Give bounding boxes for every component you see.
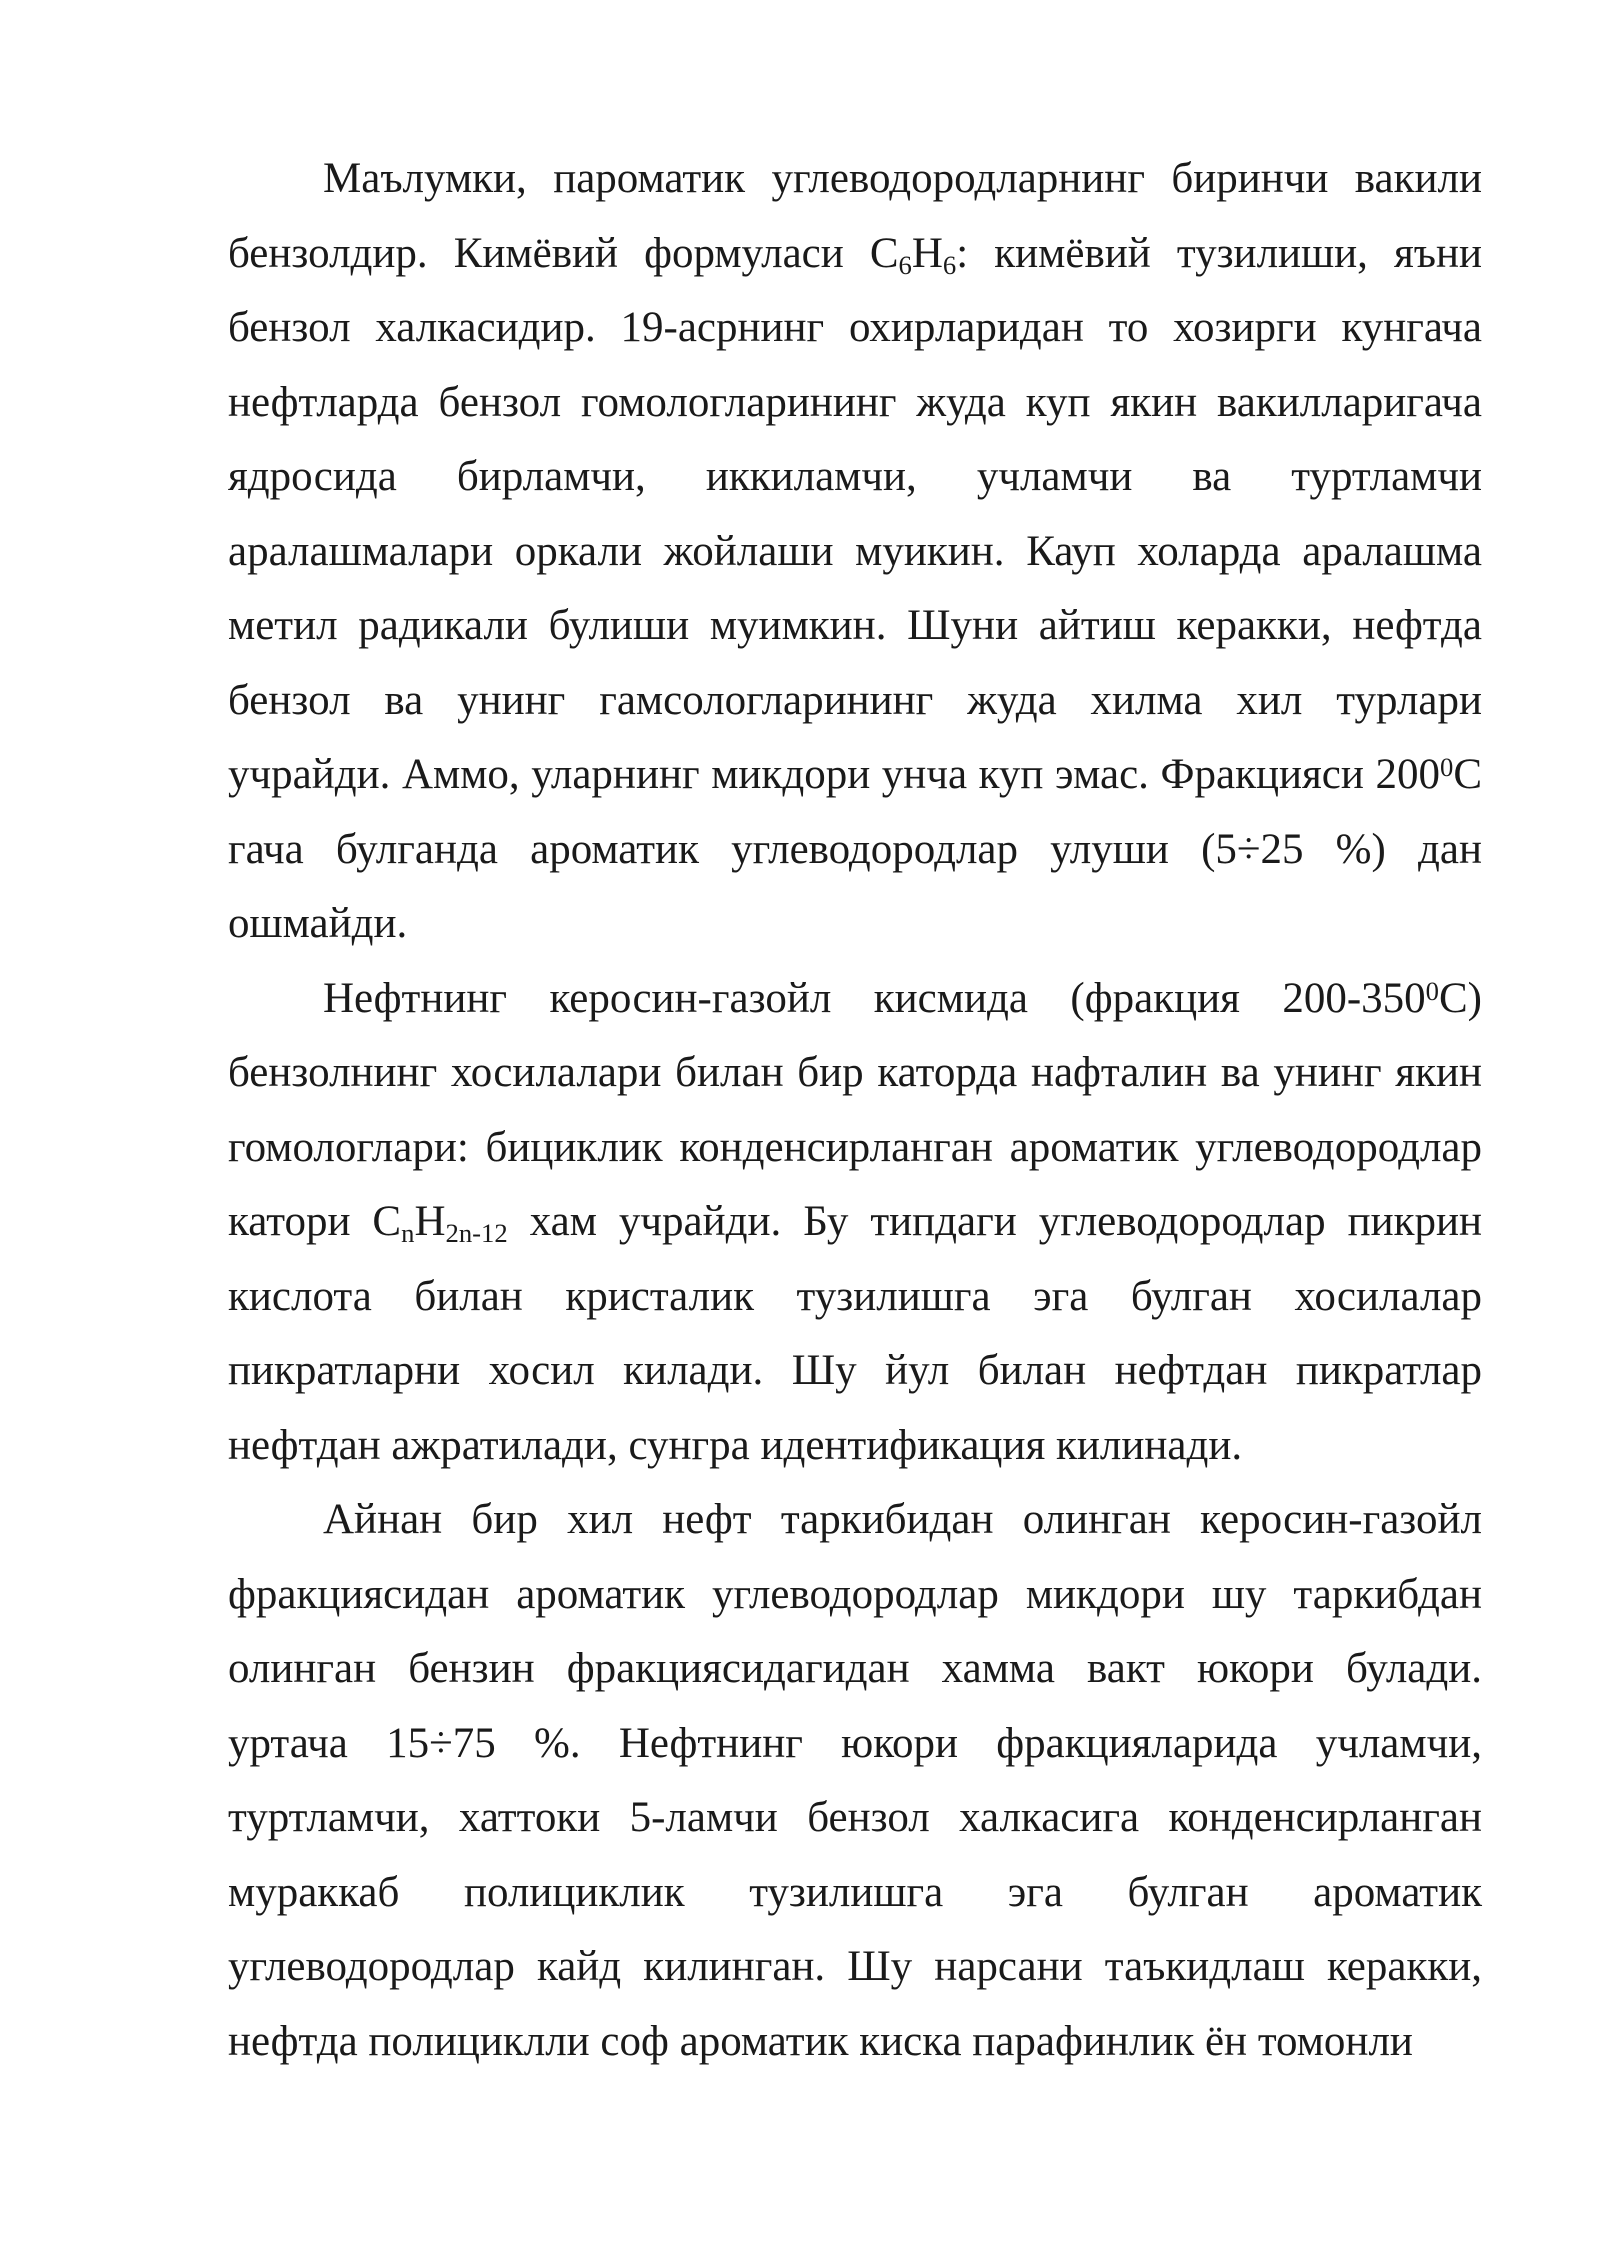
paragraph-text: Нефтнинг керосин-газойл кисмида (фракция 200-350 (323, 974, 1426, 1022)
subscript: 2n-12 (445, 1218, 508, 1249)
paragraph-3 (228, 1483, 1482, 2079)
paragraph-2 (228, 962, 1482, 1484)
paragraph-text: Маълумки, пароматик углеводородларнинг биринчи вакили бензолдир. Кимёвий формуласи С (228, 155, 1482, 277)
paragraph-text: Н (414, 1198, 446, 1245)
paragraph-text: : кимёвий тузилиши, яъни бензол халкасидир. 19-асрнинг охирларидан то хозирги кунгача нефтларда бензол гомологларининг жуда куп якин вакилларигача ядросида бирламчи, иккиламчи, учламчи ва туртламчи аралашмалари оркали жойлаши муикин. Кауп холарда аралашма метил радикали булиши муимкин. Шуни айтиш керакки, нефтда бензол ва унинг гамсологларининг жуда хилма хил турлари учрайди. Аммо, уларнинг микдори унча куп эмас. Фракцияси 200 (228, 229, 1483, 798)
subscript: 6 (942, 249, 957, 280)
subscript: n (401, 1218, 415, 1249)
paragraph-text: С) бензолнинг хосилалари билан бир каторда нафталин ва унинг якин гомологлари: бициклик конденсирланган ароматик углеводородлар катори С (228, 974, 1482, 1245)
superscript: 0 (1425, 975, 1439, 1006)
paragraph-text: Н (911, 229, 943, 277)
paragraph-text: С гача булганда ароматик углеводородлар улуши (5÷25 %) дан ошмайди. (228, 751, 1482, 947)
paragraph-text: Айнан бир хил нефт таркибидан олинган керосин-газойл фракциясидан ароматик углеводородлар микдори шу таркибдан олинган бензин фракциясидагидан хамма вакт юкори булади. уртача 15÷75 %. Нефтнинг юкори фракцияларида учламчи, туртламчи, хаттоки 5-ламчи бензол халкасига конденсирланган мураккаб полициклик тузилишга эга булган ароматик углеводородлар кайд килинган. Шу нарсани таъкидлаш керакки, нефтда полициклли соф ароматик киска парафинлик ён томонли (228, 1496, 1482, 2065)
paragraph-1 (228, 142, 1482, 962)
subscript: 6 (898, 249, 912, 280)
superscript: 0 (1439, 752, 1454, 783)
paragraph-text: хам учрайди. Бу типдаги углеводородлар пикрин кислота билан кристалик тузилишга эга булган хосилалар пикратларни хосил килади. Шу йул билан нефтдан пикратлар нефтдан ажратилади, сунгра идентификация килинади. (228, 1198, 1483, 1469)
document-page (228, 142, 1482, 2079)
